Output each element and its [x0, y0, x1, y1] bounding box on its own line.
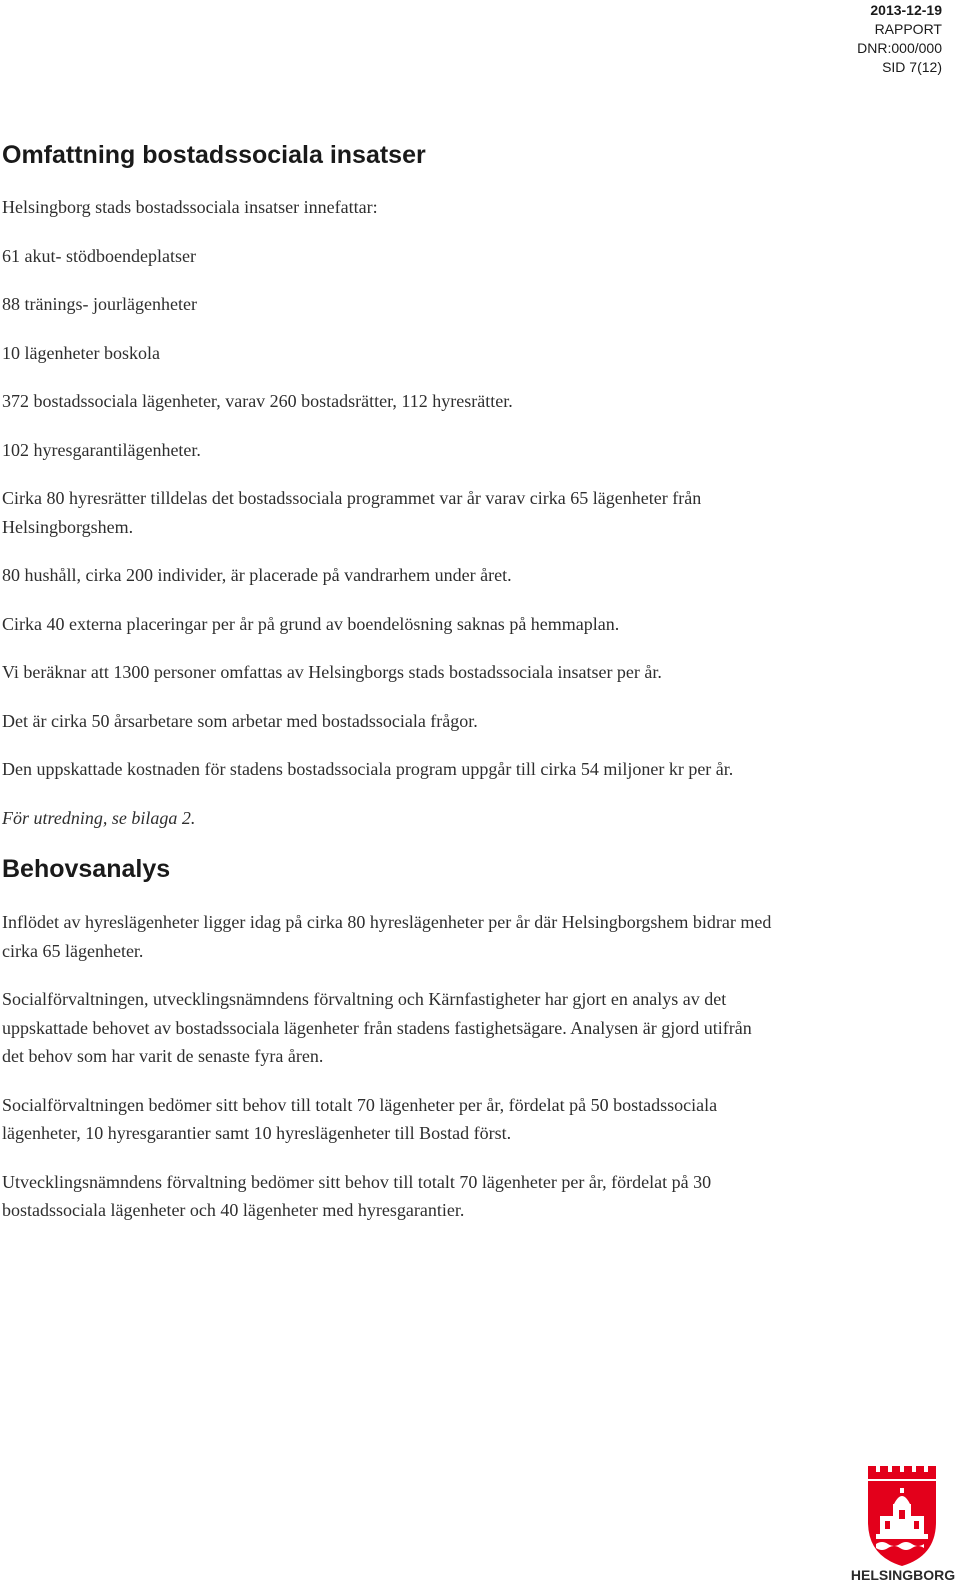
section-title-behovsanalys: Behovsanalys [2, 855, 171, 883]
analysis-paragraph: Inflödet av hyreslägenheter ligger idag på cirka 80 hyreslägenheter per år där Helsingborgshem bidrar med cirka 65 lägenheter. [2, 912, 772, 961]
list-item: 80 hushåll, cirka 200 individer, är placerade på vandrarhem under året. [2, 565, 512, 585]
list-item: Cirka 40 externa placeringar per år på grund av boendelösning saknas på hemmaplan. [2, 613, 620, 634]
appendix-note: För utredning, se bilaga 2. [2, 807, 196, 828]
list-item: Vi beräknar att 1300 personer omfattas av Helsingborgs stads bostadssociala insatser per år. [2, 662, 662, 682]
list-item: 88 tränings- jourlägenheter [2, 294, 197, 314]
analysis-paragraph: Socialförvaltningen, utvecklingsnämndens förvaltning och Kärnfastigheter har gjort en analys av det uppskattade behovet av bostadssociala lägenheter från stadens fastighetsägare. Analysen är gjord utifrån det behov som har varit de senaste fyra åren. [2, 989, 752, 1066]
document-type: RAPPORT [874, 21, 942, 37]
analysis-paragraph: Utvecklingsnämndens förvaltning bedömer sitt behov till totalt 70 lägenheter per år, fördelat på 30 bostadssociala lägenheter och 40 lägenheter med hyresgarantier. [2, 1171, 712, 1220]
logo-wordmark: HELSINGBORG [850, 1567, 956, 1583]
analysis-paragraph: Socialförvaltningen bedömer sitt behov till totalt 70 lägenheter per år, fördelat på 50 bostadssociala lägenheter, 10 hyresgarantier samt 10 hyreslägenheter till Bostad först. [2, 1094, 718, 1143]
list-item: Cirka 80 hyresrätter tilldelas det bostadssociala programmet var år varav cirka 65 lägenheter från Helsingborgshem. [2, 488, 702, 537]
list-item: 102 hyresgarantilägenheter. [2, 439, 201, 460]
list-item: 10 lägenheter boskola [2, 342, 160, 363]
section-intro: Helsingborg stads bostadssociala insatser innefattar: [2, 197, 378, 217]
helsingborg-logo [850, 1464, 956, 1584]
page-header [857, 1, 942, 77]
list-item: 61 akut- stödboendeplatser [2, 245, 196, 266]
page-number: SID 7(12) [882, 59, 942, 75]
page-content [2, 138, 772, 1225]
list-item: Det är cirka 50 årsarbetare som arbetar med bostadssociala frågor. [2, 710, 478, 731]
section-title-omfattning: Omfattning bostadssociala insatser [2, 141, 426, 169]
list-item: Den uppskattade kostnaden för stadens bostadssociala program uppgår till cirka 54 miljoner kr per år. [2, 759, 734, 779]
report-date: 2013-12-19 [870, 2, 942, 18]
registration-number: DNR:000/000 [857, 40, 942, 56]
list-item: 372 bostadssociala lägenheter, varav 260 bostadsrätter, 112 hyresrätter. [2, 391, 513, 411]
city-crest-icon [850, 1464, 956, 1584]
